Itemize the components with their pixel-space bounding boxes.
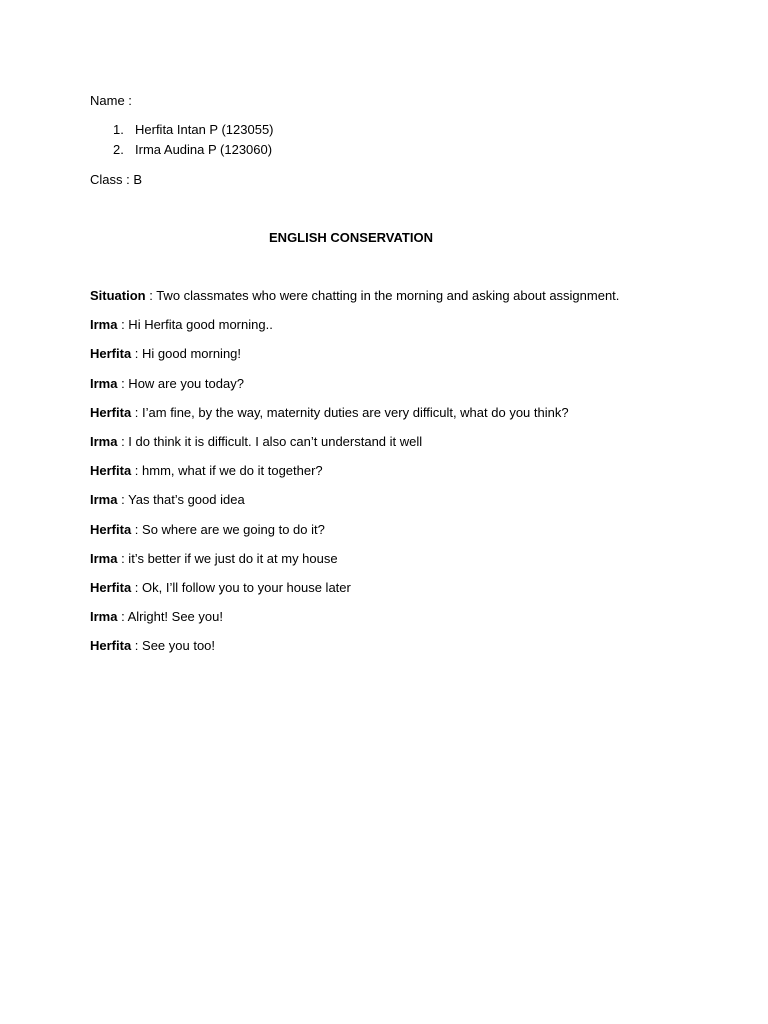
speaker-name: Irma (90, 317, 118, 333)
document-title: ENGLISH CONSERVATION (269, 230, 433, 245)
speaker-name: Herfita (90, 346, 132, 362)
dialogue-line (90, 521, 690, 550)
dialogue-line (90, 608, 690, 637)
speaker-name: Herfita (90, 638, 132, 654)
dialogue (90, 287, 690, 666)
member-name: Herfita Intan P (123055) (135, 122, 274, 137)
dialogue-text: : Two classmates who were chatting in the morning and asking about assignment. (145, 288, 620, 303)
dialogue-text: : I do think it is difficult. I also can’t understand it well (117, 433, 423, 449)
speaker-name: Irma (90, 609, 118, 625)
member-number: 1. (113, 122, 124, 137)
dialogue-text: : Alright! See you! (117, 609, 223, 625)
dialogue-line (90, 404, 690, 433)
speaker-name: Irma (90, 492, 118, 508)
dialogue-line (90, 579, 690, 608)
dialogue-text: : Ok, I’ll follow you to your house later (131, 579, 351, 595)
dialogue-line (90, 375, 690, 404)
document-page (90, 92, 690, 666)
class-label: Class : B (90, 172, 143, 187)
dialogue-text: : How are you today? (117, 375, 244, 391)
speaker-name: Irma (90, 550, 118, 566)
speaker-name: Irma (90, 375, 118, 391)
dialogue-text: : So where are we going to do it? (131, 521, 325, 537)
speaker-name: Herfita (90, 521, 132, 537)
speaker-name: Herfita (90, 579, 132, 595)
dialogue-line (90, 462, 690, 491)
dialogue-text: : Hi good morning! (131, 346, 242, 362)
dialogue-text: : Yas that’s good idea (117, 492, 245, 508)
dialogue-text: : Hi Herfita good morning.. (117, 317, 273, 333)
speaker-name: Herfita (90, 463, 132, 479)
dialogue-line (90, 287, 690, 316)
dialogue-text: : it’s better if we just do it at my house (117, 550, 338, 566)
speaker-name: Situation (90, 288, 146, 303)
member-list (90, 121, 690, 161)
member-number: 2. (113, 142, 124, 157)
dialogue-line (90, 550, 690, 579)
speaker-name: Herfita (90, 404, 132, 420)
dialogue-line (90, 345, 690, 374)
dialogue-text: : hmm, what if we do it together? (131, 463, 323, 479)
dialogue-line (90, 433, 690, 462)
member-name: Irma Audina P (123060) (135, 142, 273, 157)
member-item (90, 121, 690, 141)
dialogue-text: : See you too! (131, 638, 216, 654)
member-item (90, 141, 690, 161)
dialogue-line (90, 491, 690, 520)
speaker-name: Irma (90, 433, 118, 449)
dialogue-line (90, 316, 690, 345)
dialogue-text: : I’am fine, by the way, maternity duties are very difficult, what do you think? (131, 404, 569, 420)
dialogue-line (90, 637, 690, 666)
name-label: Name : (90, 93, 132, 108)
